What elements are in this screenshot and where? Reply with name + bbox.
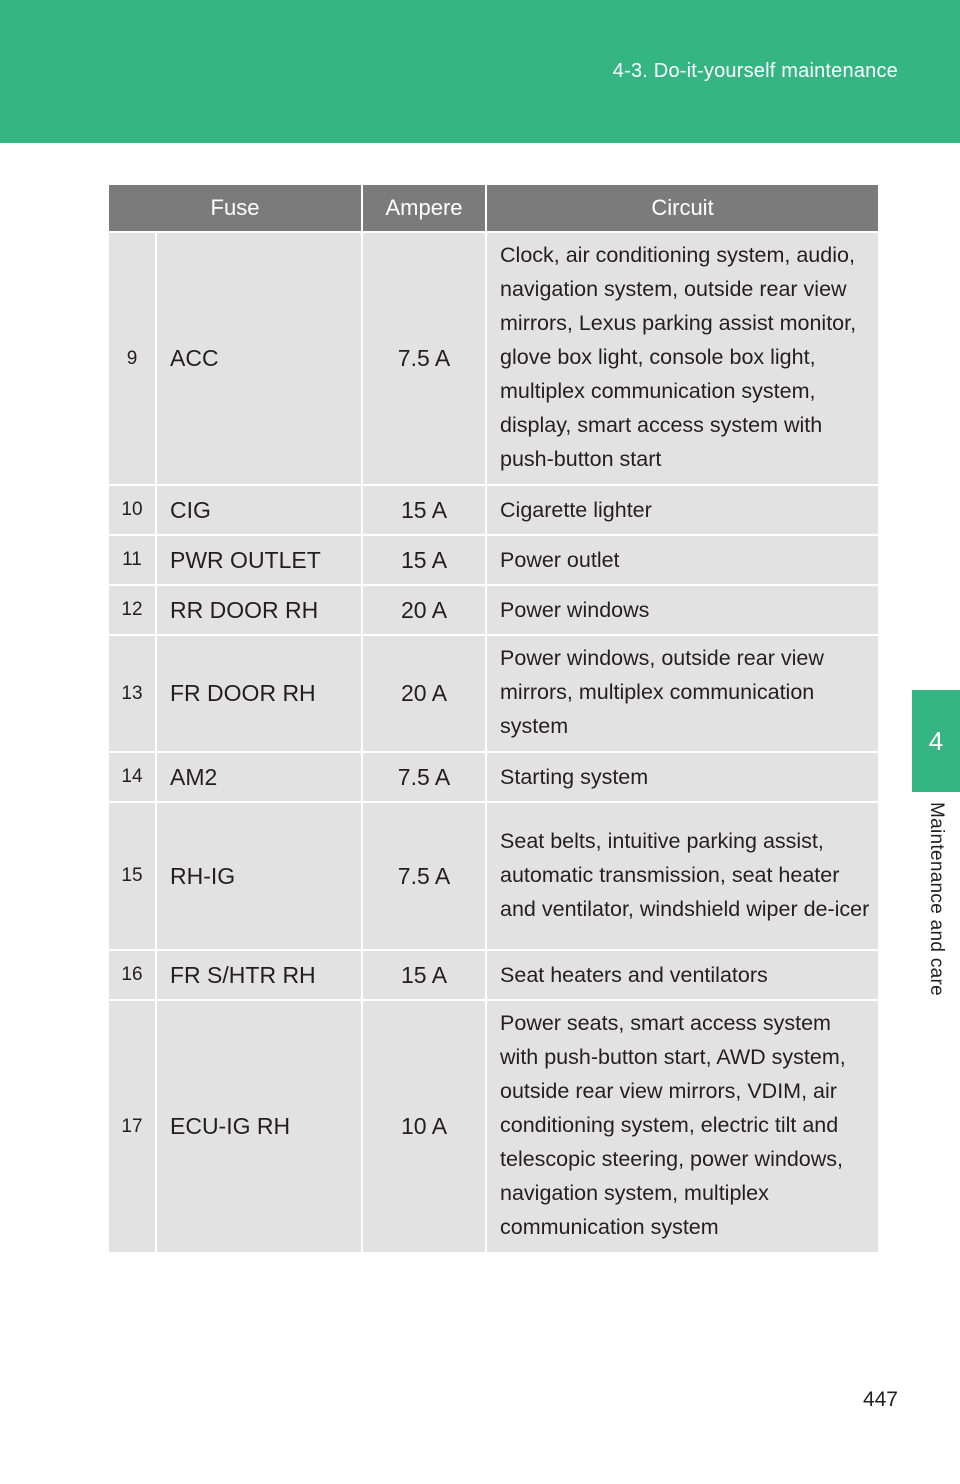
circuit-description: Starting system <box>486 752 878 802</box>
circuit-description: Clock, air conditioning system, audio, navigation system, outside rear view mirrors, Lexus parking assist monitor, glove box light, console box light, multiplex communication system, display, smart access system with push-button start <box>486 232 878 485</box>
ampere-value: 20 A <box>362 585 486 635</box>
circuit-description: Cigarette lighter <box>486 485 878 535</box>
table-header-row <box>109 185 878 232</box>
fuse-name: CIG <box>156 485 362 535</box>
row-number: 16 <box>109 950 156 1000</box>
circuit-description: Power seats, smart access system with push-button start, AWD system, outside rear view mirrors, VDIM, air conditioning system, electric tilt and telescopic steering, power windows, navigation system, multiplex communication system <box>486 1000 878 1252</box>
fuse-name: ECU-IG RH <box>156 1000 362 1252</box>
table-row <box>109 535 878 585</box>
circuit-description: Seat heaters and ventilators <box>486 950 878 1000</box>
row-number: 11 <box>109 535 156 585</box>
chapter-tab <box>912 690 960 792</box>
ampere-value: 15 A <box>362 535 486 585</box>
fuse-name: FR DOOR RH <box>156 635 362 752</box>
ampere-value: 7.5 A <box>362 232 486 485</box>
table-row <box>109 802 878 950</box>
row-number: 9 <box>109 232 156 485</box>
column-header-fuse: Fuse <box>109 185 362 232</box>
table-row <box>109 1000 878 1252</box>
page-number: 447 <box>862 1388 898 1411</box>
table-row <box>109 752 878 802</box>
ampere-value: 20 A <box>362 635 486 752</box>
ampere-value: 10 A <box>362 1000 486 1252</box>
ampere-value: 7.5 A <box>362 752 486 802</box>
row-number: 10 <box>109 485 156 535</box>
circuit-description: Power windows <box>486 585 878 635</box>
table-row <box>109 232 878 485</box>
circuit-description: Seat belts, intuitive parking assist, automatic transmission, seat heater and ventilator, windshield wiper de-icer <box>486 802 878 950</box>
row-number: 13 <box>109 635 156 752</box>
chapter-title: Maintenance and care <box>926 802 947 997</box>
table-row <box>109 950 878 1000</box>
fuse-table <box>109 185 878 1252</box>
fuse-name: FR S/HTR RH <box>156 950 362 1000</box>
fuse-name: PWR OUTLET <box>156 535 362 585</box>
header-band <box>0 0 960 143</box>
fuse-name: RH-IG <box>156 802 362 950</box>
section-title: 4-3. Do-it-yourself maintenance <box>612 60 898 82</box>
fuse-name: AM2 <box>156 752 362 802</box>
row-number: 17 <box>109 1000 156 1252</box>
column-header-circuit: Circuit <box>486 185 878 232</box>
row-number: 14 <box>109 752 156 802</box>
row-number: 12 <box>109 585 156 635</box>
ampere-value: 7.5 A <box>362 802 486 950</box>
table-row <box>109 635 878 752</box>
circuit-description: Power outlet <box>486 535 878 585</box>
row-number: 15 <box>109 802 156 950</box>
fuse-name: RR DOOR RH <box>156 585 362 635</box>
chapter-number: 4 <box>928 725 944 756</box>
chapter-label <box>912 802 960 1022</box>
circuit-description: Power windows, outside rear view mirrors, multiplex communication system <box>486 635 878 752</box>
ampere-value: 15 A <box>362 485 486 535</box>
ampere-value: 15 A <box>362 950 486 1000</box>
table-row <box>109 585 878 635</box>
fuse-name: ACC <box>156 232 362 485</box>
table-row <box>109 485 878 535</box>
column-header-ampere: Ampere <box>362 185 486 232</box>
